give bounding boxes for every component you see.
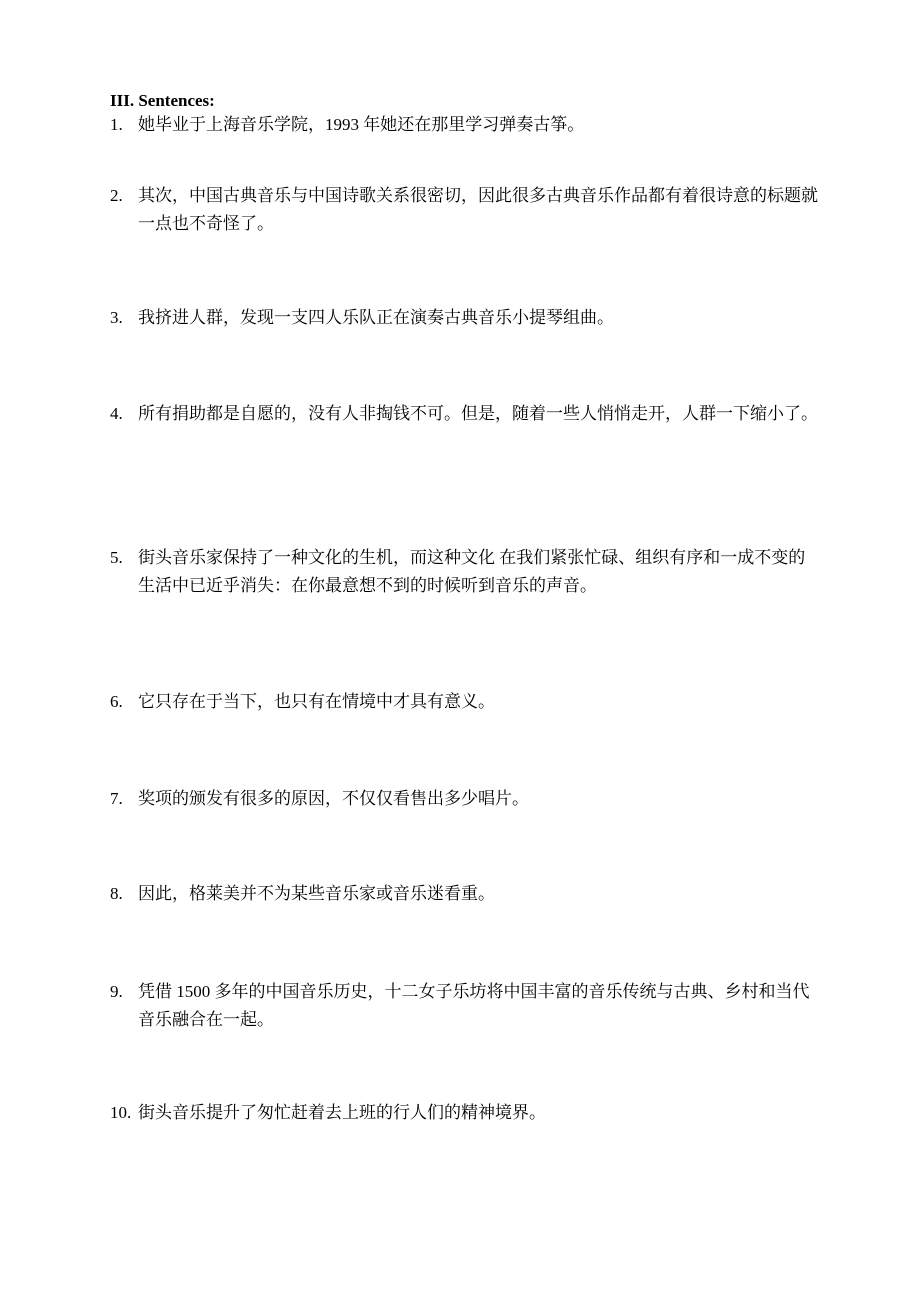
sentence-number: 2. [110, 186, 123, 205]
section-heading: III. Sentences: [110, 91, 215, 110]
sentence-text: 奖项的颁发有很多的原因，不仅仅看售出多少唱片。 [138, 789, 529, 808]
sentence-number: 9. [110, 982, 123, 1001]
sentence-number: 3. [110, 308, 123, 327]
sentence-text: 我挤进人群，发现一支四人乐队正在演奏古典音乐小提琴组曲。 [138, 308, 614, 327]
sentence-item-10 [110, 1099, 820, 1127]
sentence-text: 街头音乐提升了匆忙赶着去上班的行人们的精神境界。 [138, 1103, 546, 1122]
sentence-text: 因此，格莱美并不为某些音乐家或音乐迷看重。 [138, 884, 495, 903]
sentence-number: 8. [110, 884, 123, 903]
sentence-item-3 [110, 304, 820, 332]
sentence-item-1 [110, 111, 820, 139]
sentence-item-8 [110, 880, 820, 908]
sentence-number: 6. [110, 692, 123, 711]
sentence-item-2 [110, 182, 820, 238]
sentence-text: 其次，中国古典音乐与中国诗歌关系很密切，因此很多古典音乐作品都有着很诗意的标题就一点也不奇怪了。 [138, 186, 818, 233]
sentence-text: 所有捐助都是自愿的，没有人非掏钱不可。但是，随着一些人悄悄走开，人群一下缩小了。 [138, 404, 818, 423]
sentence-item-9 [110, 978, 820, 1034]
sentence-number: 1. [110, 115, 123, 134]
sentence-number: 4. [110, 404, 123, 423]
sentence-text: 她毕业于上海音乐学院，1993 年她还在那里学习弹奏古筝。 [138, 115, 585, 134]
sentence-number: 5. [110, 548, 123, 567]
sentence-text: 街头音乐家保持了一种文化的生机，而这种文化 在我们紧张忙碌、组织有序和一成不变的生活中已近乎消失：在你最意想不到的时候听到音乐的声音。 [138, 548, 806, 595]
sentence-number: 10. [110, 1103, 132, 1122]
sentence-item-4 [110, 400, 820, 428]
sentence-item-7 [110, 785, 820, 813]
sentence-item-6 [110, 688, 820, 716]
sentence-number: 7. [110, 789, 123, 808]
sentence-text: 它只存在于当下，也只有在情境中才具有意义。 [138, 692, 495, 711]
sentence-text: 凭借 1500 多年的中国音乐历史，十二女子乐坊将中国丰富的音乐传统与古典、乡村和当代音乐融合在一起。 [138, 982, 810, 1029]
sentence-item-5 [110, 544, 820, 600]
